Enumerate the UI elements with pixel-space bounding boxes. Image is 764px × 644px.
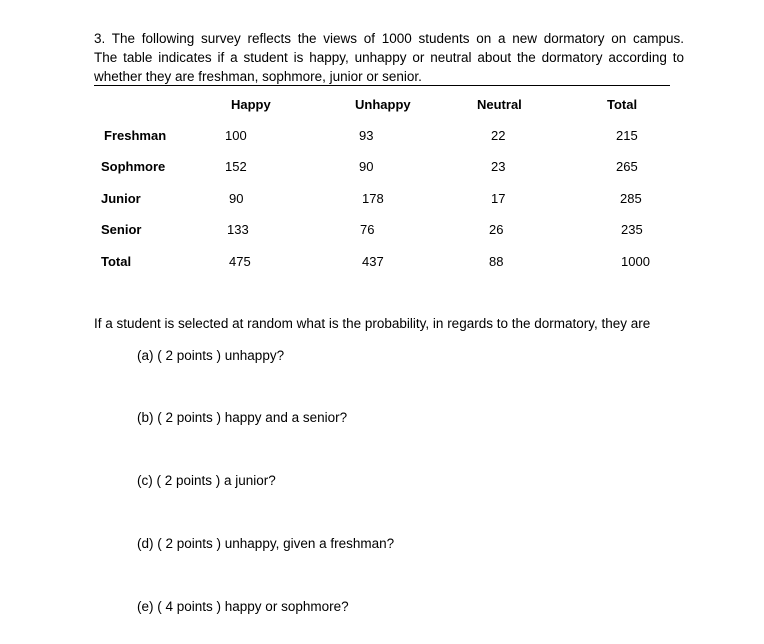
cell-sophmore-total: 265	[616, 159, 638, 174]
question-part-d: (d) ( 2 points ) unhappy, given a freshman?	[137, 536, 395, 551]
row-label-junior: Junior	[101, 191, 141, 206]
row-label-senior: Senior	[101, 222, 142, 237]
cell-sophmore-happy: 152	[225, 159, 247, 174]
cell-freshman-total: 215	[616, 128, 638, 143]
cell-sophmore-neutral: 23	[491, 159, 506, 174]
header-neutral: Neutral	[477, 97, 522, 112]
cell-junior-total: 285	[620, 191, 642, 206]
cell-sophmore-unhappy: 90	[359, 159, 374, 174]
cell-freshman-neutral: 22	[491, 128, 506, 143]
row-label-freshman: Freshman	[104, 128, 167, 143]
cell-junior-unhappy: 178	[362, 191, 384, 206]
cell-senior-total: 235	[621, 222, 643, 237]
cell-total-happy: 475	[229, 254, 251, 269]
cell-freshman-happy: 100	[225, 128, 247, 143]
cell-senior-happy: 133	[227, 222, 249, 237]
cell-total-unhappy: 437	[362, 254, 384, 269]
intro-line-1: 3. The following survey reflects the views of 1000 students on a new dormatory on campus.	[94, 31, 684, 46]
intro-line-3: whether they are freshman, sophmore, junior or senior.	[94, 69, 422, 84]
header-unhappy: Unhappy	[355, 97, 411, 112]
question-lead: If a student is selected at random what is the probability, in regards to the dormatory, they are	[94, 316, 651, 331]
problem-intro	[94, 29, 684, 86]
header-total: Total	[607, 97, 638, 112]
cell-total-neutral: 88	[489, 254, 504, 269]
question-part-b: (b) ( 2 points ) happy and a senior?	[137, 410, 348, 425]
cell-total-total: 1000	[621, 254, 650, 269]
intro-line-2: The table indicates if a student is happy, unhappy or neutral about the dormatory according to	[94, 50, 684, 65]
cell-senior-unhappy: 76	[360, 222, 375, 237]
cell-freshman-unhappy: 93	[359, 128, 374, 143]
cell-junior-happy: 90	[229, 191, 244, 206]
table-top-rule	[94, 85, 670, 86]
question-part-e: (e) ( 4 points ) happy or sophmore?	[137, 599, 349, 614]
cell-senior-neutral: 26	[489, 222, 504, 237]
row-label-sophmore: Sophmore	[101, 159, 166, 174]
header-happy: Happy	[231, 97, 271, 112]
question-part-a: (a) ( 2 points ) unhappy?	[137, 348, 285, 363]
cell-junior-neutral: 17	[491, 191, 506, 206]
question-part-c: (c) ( 2 points ) a junior?	[137, 473, 276, 488]
row-label-total: Total	[101, 254, 132, 269]
